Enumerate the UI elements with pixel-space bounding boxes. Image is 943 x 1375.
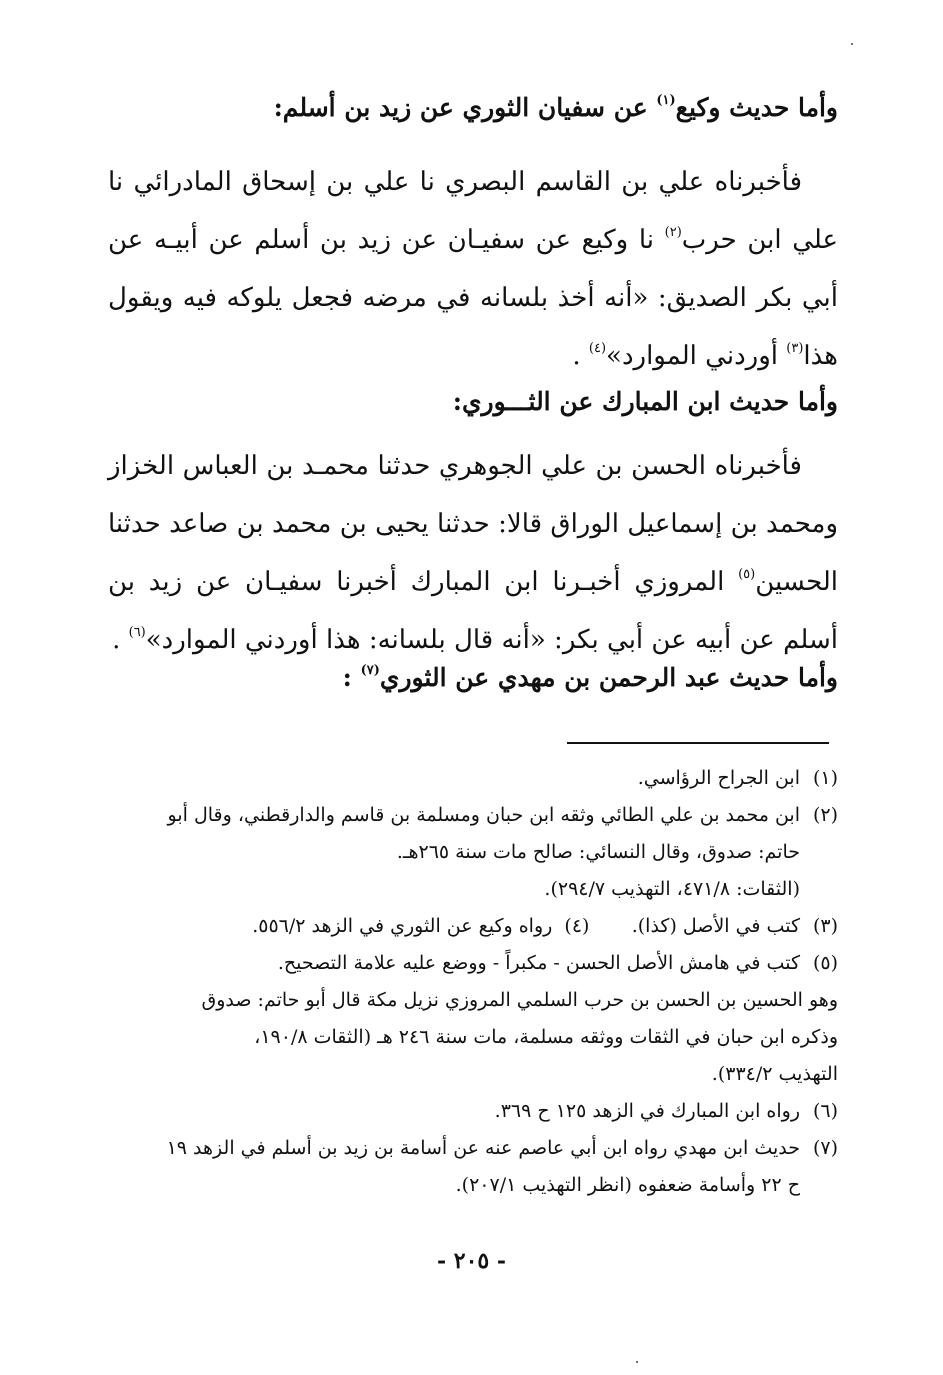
footnote-text: التهذيب ٣٣٤/٢). (711, 1063, 838, 1085)
footnote-text: وهو الحسين بن الحسن بن حرب السلمي المروزي نزيل مكة قال أبو حاتم: صدوق (201, 989, 838, 1011)
footnote-text: كتب في الأصل (كذا). (٤) رواه وكيع عن الثوري في الزهد ٥٥٦/٢. (252, 915, 800, 937)
footnote-number: (٥) (812, 952, 838, 974)
footnote-ref: (٢) (664, 225, 682, 240)
footnote-item (108, 945, 838, 982)
footnote-text: ابن محمد بن علي الطائي وثقه ابن حبان ومسلمة بن قاسم والدارقطني، وقال أبو (167, 804, 800, 826)
body-text: . (572, 341, 589, 371)
heading-text: وأما حديث وكيع (675, 93, 838, 122)
heading-text: عن سفيان الثوري عن زيد بن أسلم: (273, 93, 657, 122)
footnote-separator (567, 742, 829, 744)
footnote-item (108, 1130, 838, 1204)
footnote-item (108, 908, 838, 945)
footnote-number: (٦) (812, 1100, 838, 1122)
footnote-ref: (٧) (360, 663, 380, 678)
footnote-number: (٣) (812, 915, 838, 937)
footnotes (108, 760, 838, 1204)
scan-speck (636, 1361, 638, 1363)
scan-speck (851, 43, 853, 45)
footnote-number: (٧) (812, 1137, 838, 1159)
body-text: المروزي أخبـرنا ابن المبارك أخبرنا سفيـان عن زيد بن أسلم عن أبيه عن أبي بكر: «أنه قال بلسانه: هذا أوردني الموارد» (108, 567, 838, 655)
footnote-item (108, 1093, 838, 1130)
footnote-ref: (٦) (128, 625, 146, 640)
heading-text: وأما حديث عبد الرحمن بن مهدي عن الثوري (379, 663, 838, 692)
heading-text: : (342, 663, 361, 692)
body-text: . (112, 625, 129, 655)
footnote-ref: (٥) (738, 567, 756, 582)
heading-text: وأما حديث ابن المبارك عن الثـــوري: (452, 387, 838, 416)
footnote-number: (١) (812, 767, 838, 789)
body-text: فأخبرناه علي بن القاسم البصري نا علي بن إسحاق المادرائي نا علي ابن حرب (108, 167, 839, 255)
paragraph-ibn-mubarak-chain (108, 437, 838, 669)
paragraph-waki-chain (108, 153, 838, 385)
footnote-ref: (٣) (786, 341, 804, 356)
footnote-item (108, 760, 838, 797)
footnote-text: (الثقات: ٤٧١/٨، التهذيب ٢٩٤/٧). (544, 878, 800, 900)
footnote-text: حاتم: صدوق، وقال النسائي: صالح مات سنة ٢٦٥هـ. (396, 841, 800, 863)
footnote-ref: (٤) (588, 341, 607, 356)
footnote-text: ح ٢٢ وأسامة ضعفوه (انظر التهذيب ٢٠٧/١). (455, 1174, 800, 1196)
footnote-ref: (١) (656, 93, 676, 108)
footnote-text: وذكره ابن حبان في الثقات ووثقه مسلمة، مات سنة ٢٤٦ هـ (الثقات ١٩٠/٨، (254, 1026, 838, 1048)
body-text: أوردني الموارد» (606, 341, 787, 371)
section-heading-ibn-mubarak (108, 382, 838, 422)
footnote-item-continuation (108, 982, 838, 1093)
footnote-text: رواه ابن المبارك في الزهد ١٢٥ ح ٣٦٩. (494, 1100, 800, 1122)
page-number: - ٢٠٥ - (436, 1248, 507, 1274)
footnote-number: (٢) (812, 804, 838, 826)
footnote-text: كتب في هامش الأصل الحسن - مكبراً - ووضع عليه علامة التصحيح. (277, 952, 800, 974)
footnote-text: حديث ابن مهدي رواه ابن أبي عاصم عنه عن أسامة بن زيد بن أسلم في الزهد ١٩ (166, 1137, 800, 1159)
footnote-text: ابن الجراح الرؤاسي. (637, 767, 800, 789)
section-heading-ibn-mahdi (108, 658, 838, 698)
body-text: نا وكيع عن سفيـان عن زيد بن أسلم عن أبيـه عن أبي بكر الصديق: «أنه أخذ بلسانه في مرضه فجعل يلوكه فيه ويقول هذا (108, 225, 838, 371)
body-text: فأخبرناه الحسن بن علي الجوهري حدثنا محمـد بن العباس الخزاز ومحمد بن إسماعيل الوراق قالا: حدثنا يحيى بن محمد بن صاعد حدثنا الحسين (108, 451, 838, 597)
section-heading-waki (108, 88, 838, 128)
footnote-item (108, 797, 838, 908)
